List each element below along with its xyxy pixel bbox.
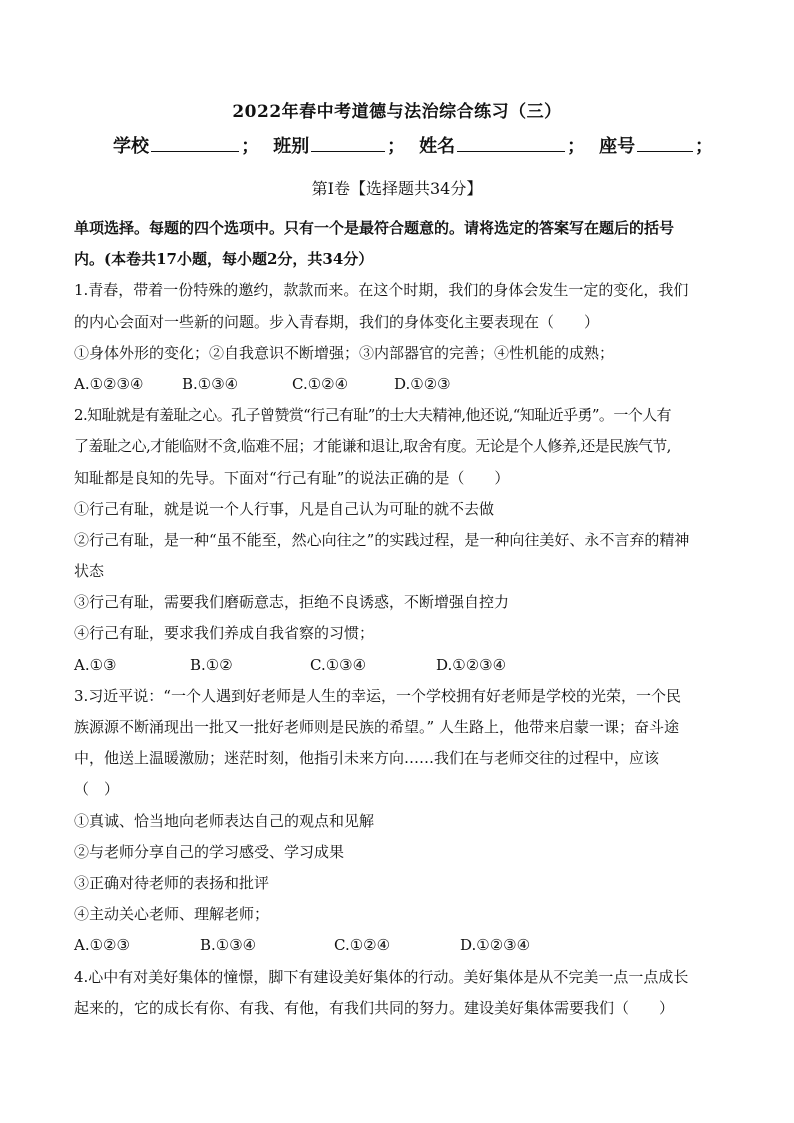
section-title: 第Ⅰ卷【选择题共34分】 (311, 179, 483, 198)
question-2-stem: 知耻都是良知的先导。下面对“行己有耻”的说法正确的是（ ） (74, 468, 510, 487)
class-field[interactable] (311, 135, 385, 152)
seat-label: 座号 (599, 136, 636, 157)
option-a: A.①③ (74, 655, 117, 674)
option-c: C.①③④ (310, 655, 367, 674)
question-2-stem: 2.知耻就是有羞耻之心。孔子曾赞赏“行己有耻”的士大夫精神,他还说,“知耻近乎勇”。一个人有 (74, 406, 671, 425)
name-separator: ； (567, 136, 586, 157)
school-label: 学校 (113, 136, 149, 157)
question-3-stem: 中，他送上温暖激励；迷茫时刻，他指引未来方向……我们在与老师交往的过程中，应该 (74, 749, 660, 768)
question-2-item: ②行己有耻，是一种“虽不能至，然心向往之”的实践过程，是一种向往美好、永不言弃的精神 (74, 530, 690, 549)
question-3-stem: （ ） (74, 780, 120, 799)
class-separator: ； (387, 136, 406, 157)
question-3-item: ①真诚、恰当地向老师表达自己的观点和见解 (74, 811, 375, 830)
name-label: 姓名 (419, 136, 456, 157)
question-3-item: ③正确对待老师的表扬和批评 (74, 873, 270, 892)
option-d: D.①②③ (394, 374, 451, 393)
question-4-stem: 起来的，它的成长有你、有我、有他，有我们共同的努力。建设美好集体需要我们（ ） (74, 998, 675, 1017)
question-1-options (74, 369, 724, 400)
option-a: A.①②③ (74, 936, 130, 955)
option-c: C.①②④ (334, 936, 391, 955)
question-3-stem: 3.习近平说：“一个人遇到好老师是人生的幸运，一个学校拥有好老师是学校的光荣，一个民 (74, 686, 681, 705)
question-3-stem: 族源源不断涌现出一批又一批好老师则是民族的希望。” 人生路上，他带来启蒙一课；奋斗途 (74, 718, 679, 736)
school-separator: ； (241, 136, 260, 157)
option-d: D.①②③④ (460, 936, 531, 955)
question-3-item: ②与老师分享自己的学习感受、学习成果 (74, 842, 345, 861)
instructions-line: 内。(本卷共17小题，每小题2分，共34分） (74, 250, 374, 269)
seat-field[interactable] (637, 135, 693, 152)
question-1-stem: 1.青春，带着一份特殊的邀约，款款而来。在这个时期，我们的身体会发生一定的变化，我们 (74, 281, 689, 300)
student-info-row (113, 132, 713, 158)
question-3-item: ④主动关心老师、理解老师； (74, 905, 270, 924)
questions-body (74, 213, 724, 1024)
question-2-item: ①行己有耻，就是说一个人行事，凡是自己认为可耻的就不去做 (74, 499, 495, 518)
option-b: B.①② (190, 655, 233, 674)
name-field[interactable] (457, 135, 565, 152)
instructions-line: 单项选择。每题的四个选项中。只有一个是最符合题意的。请将选定的答案写在题后的括号 (74, 219, 675, 237)
question-2-stem: 了羞耻之心,才能临财不贪,临难不屈；才能谦和退让,取舍有度。无论是个人修养,还是民族气节, (74, 437, 671, 456)
question-2-item: ③行己有耻，需要我们磨砺意志，拒绝不良诱惑，不断增强自控力 (74, 593, 510, 612)
class-label: 班别 (273, 136, 310, 157)
school-field[interactable] (151, 135, 239, 152)
question-2-options (74, 650, 724, 681)
option-b: B.①③④ (200, 936, 257, 955)
question-2-item: 状态 (74, 562, 105, 581)
question-4-stem: 4.心中有对美好集体的憧憬，脚下有建设美好集体的行动。美好集体是从不完美一点一点成长 (74, 967, 689, 986)
question-1-stem: 的内心会面对一些新的问题。步入青春期，我们的身体变化主要表现在（ ） (74, 312, 600, 331)
exam-title: 2022年春中考道德与法治综合练习（三） (232, 102, 562, 122)
seat-separator: ； (694, 136, 713, 157)
option-a: A.①②③④ (74, 374, 144, 393)
question-1-item: ①身体外形的变化；②自我意识不断增强；③内部器官的完善；④性机能的成熟； (74, 343, 615, 362)
option-b: B.①③④ (182, 374, 239, 393)
option-d: D.①②③④ (436, 655, 507, 674)
question-3-options (74, 930, 724, 961)
question-2-item: ④行己有耻，要求我们养成自我省察的习惯； (74, 624, 375, 643)
option-c: C.①②④ (292, 374, 349, 393)
